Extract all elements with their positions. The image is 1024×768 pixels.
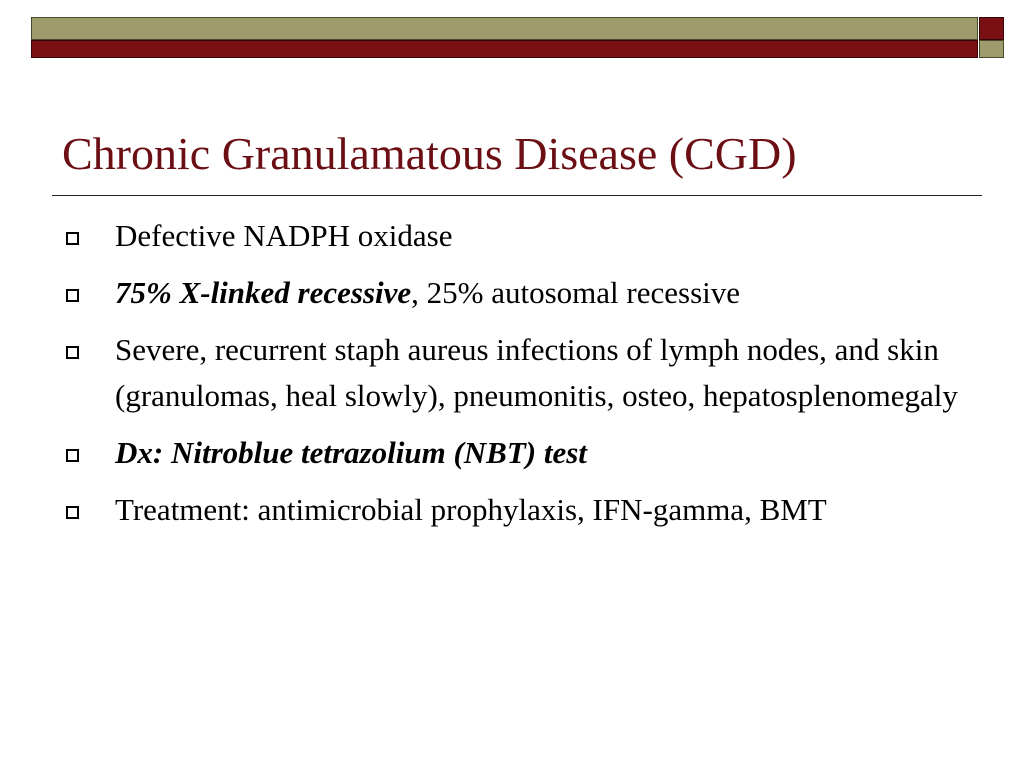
slide-title: Chronic Granulamatous Disease (CGD) [62, 128, 797, 179]
bullet-item [62, 213, 962, 259]
title-divider [52, 195, 982, 196]
bullet-item [62, 430, 962, 476]
bullet-item [62, 487, 962, 533]
header-band-red [31, 40, 978, 58]
square-bullet-icon [66, 346, 79, 359]
corner-block-olive [979, 40, 1004, 58]
bullet-list [62, 213, 962, 544]
bullet-text: , 25% autosomal recessive [411, 275, 741, 310]
bullet-text: Treatment: antimicrobial prophylaxis, IFN-gamma, BMT [115, 492, 827, 527]
square-bullet-icon [66, 232, 79, 245]
bullet-text: Severe, recurrent staph aureus infections of lymph nodes, and skin (granulomas, heal slowly), pneumonitis, osteo, hepatosplenomegaly [115, 332, 958, 413]
square-bullet-icon [66, 289, 79, 302]
bullet-text: Defective NADPH oxidase [115, 218, 453, 253]
bullet-text-emphasis: Dx: Nitroblue tetrazolium (NBT) test [115, 435, 587, 470]
header-band-olive [31, 17, 978, 40]
bullet-item [62, 270, 962, 316]
bullet-text-emphasis: 75% X-linked recessive [115, 275, 412, 310]
corner-block-red [979, 17, 1004, 40]
bullet-item [62, 327, 962, 419]
square-bullet-icon [66, 449, 79, 462]
square-bullet-icon [66, 506, 79, 519]
